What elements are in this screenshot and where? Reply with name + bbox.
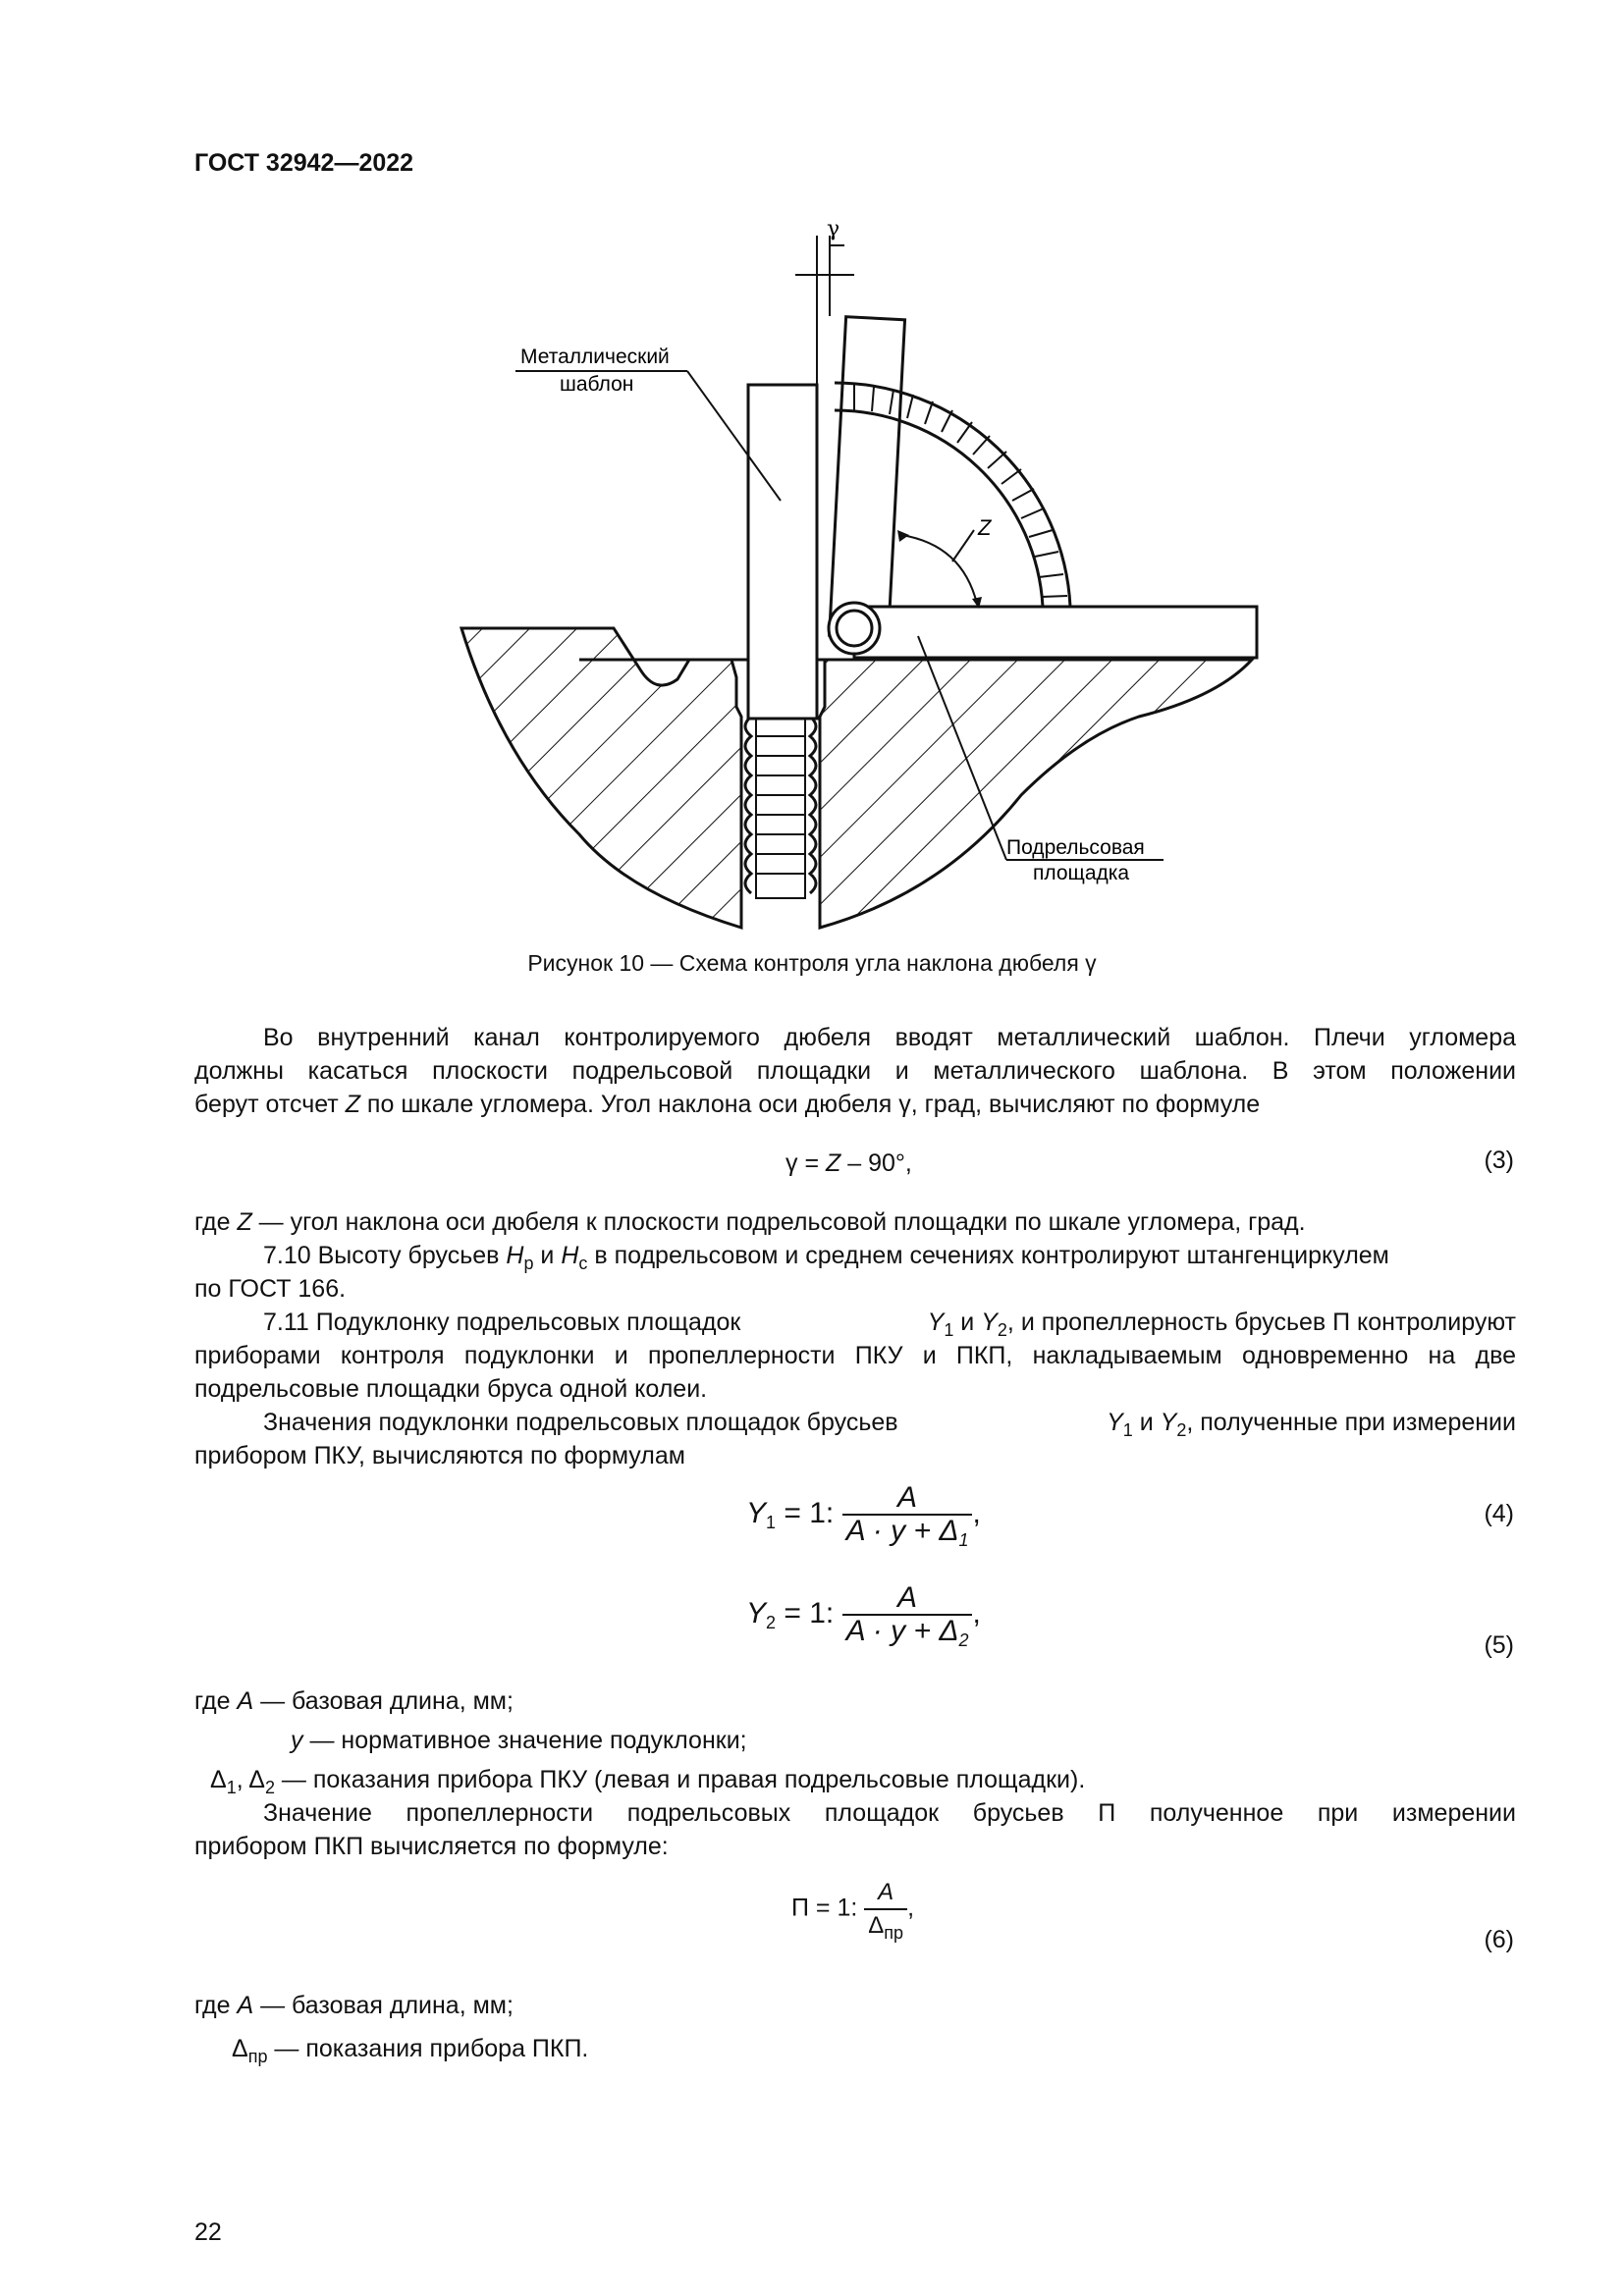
where-delta: $\Delta_1$, $\Delta_2$ — показания прибора ПКУ (левая и правая подрельсовые площадки). bbox=[210, 1766, 1086, 1797]
formula-5: $Y_2 = 1$: $\frac{A}{A \cdot y + \Delta_2}$ , bbox=[746, 1581, 981, 1650]
propeller-paragraph: Значение пропеллерности подрельсовых площадок брусьев П полученное при измерении bbox=[263, 1799, 1516, 1827]
dowel-thread-right bbox=[810, 717, 816, 893]
dowel-angle-diagram bbox=[432, 206, 1276, 933]
ground-hatched bbox=[461, 628, 741, 928]
template-label-line1: Металлический bbox=[520, 346, 670, 368]
where-z: где Z — угол наклона оси дюбеля к плоскости подрельсовой площадки по шкале угломера, град. bbox=[194, 1208, 1306, 1236]
figure-caption: Рисунок 10 — Схема контроля угла наклона дюбеля γ bbox=[527, 950, 1097, 976]
ground-hatched-right bbox=[820, 660, 1252, 928]
clause-7-11-line-2: приборами контроля подуклонки и пропеллерности ПКУ и ПКП, накладываемым одновременно на две bbox=[194, 1342, 1516, 1369]
z-label: Z bbox=[978, 515, 992, 540]
values-paragraph: Значения подуклонки подрельсовых площадок брусьев $Y_1$ и $Y_2$, полученные при измерении bbox=[263, 1409, 1516, 1440]
clause-7-11: 7.11 Подуклонку подрельсовых площадок $Y_1$ и $Y_2$, и пропеллерность брусьев П контролируют bbox=[263, 1308, 1516, 1340]
gamma-label: γ bbox=[827, 217, 840, 241]
paragraph-1-line-2: должны касаться плоскости подрельсовой площадки и металлического шаблона. В этом положении bbox=[194, 1057, 1516, 1085]
goniometer-arm bbox=[830, 317, 905, 639]
goniometer-base bbox=[854, 607, 1257, 658]
formula-6-number: (6) bbox=[1484, 1926, 1514, 1953]
z-angle-arc bbox=[901, 535, 977, 604]
where-a: где A — базовая длина, мм; bbox=[194, 1687, 514, 1715]
values-paragraph-line-2: прибором ПКУ, вычисляются по формулам bbox=[194, 1442, 685, 1469]
pad-label-line1: Подрельсовая bbox=[1006, 836, 1145, 859]
pad-label-line2: площадка bbox=[1033, 862, 1130, 884]
formula-3-number: (3) bbox=[1484, 1147, 1514, 1174]
formula-5-number: (5) bbox=[1484, 1631, 1514, 1659]
where-delta-pr: $\Delta_{пр}$ — показания прибора ПКП. bbox=[232, 2035, 589, 2066]
formula-3: γ = Z – 90°, bbox=[785, 1149, 912, 1177]
clause-7-10: 7.10 Высоту брусьев $H_р$ и $H_с$ в подрельсовом и среднем сечениях контролируют штангенциркулем bbox=[263, 1242, 1389, 1273]
formula-4: $Y_1 = 1$: $\frac{A}{A \cdot y + \Delta_1}$ , bbox=[746, 1481, 981, 1550]
formula-4-number: (4) bbox=[1484, 1500, 1514, 1527]
propeller-paragraph-line-2: прибором ПКП вычисляется по формуле: bbox=[194, 1833, 669, 1860]
document-id: ГОСТ 32942—2022 bbox=[194, 149, 414, 177]
where-y: y — нормативное значение подуклонки; bbox=[291, 1727, 747, 1754]
template-label-line2: шаблон bbox=[560, 373, 634, 396]
formula-6: П = 1: $\frac{A}{\Delta_{пр}}$ , bbox=[791, 1879, 915, 1943]
clause-7-10-line-2: по ГОСТ 166. bbox=[194, 1275, 347, 1303]
where-a-2: где A — базовая длина, мм; bbox=[194, 1992, 514, 2019]
dowel-thread-left bbox=[745, 717, 751, 893]
figure-10 bbox=[432, 206, 1276, 937]
clause-7-11-line-3: подрельсовые площадки бруса одной колеи. bbox=[194, 1375, 708, 1403]
paragraph-1-line-3: берут отсчет Z по шкале угломера. Угол наклона оси дюбеля γ, град, вычисляют по формуле bbox=[194, 1091, 1261, 1118]
page-number: 22 bbox=[194, 2218, 222, 2246]
metal-template bbox=[748, 385, 817, 719]
paragraph-1-line-1: Во внутренний канал контролируемого дюбеля вводят металлический шаблон. Плечи угломера bbox=[263, 1024, 1516, 1051]
